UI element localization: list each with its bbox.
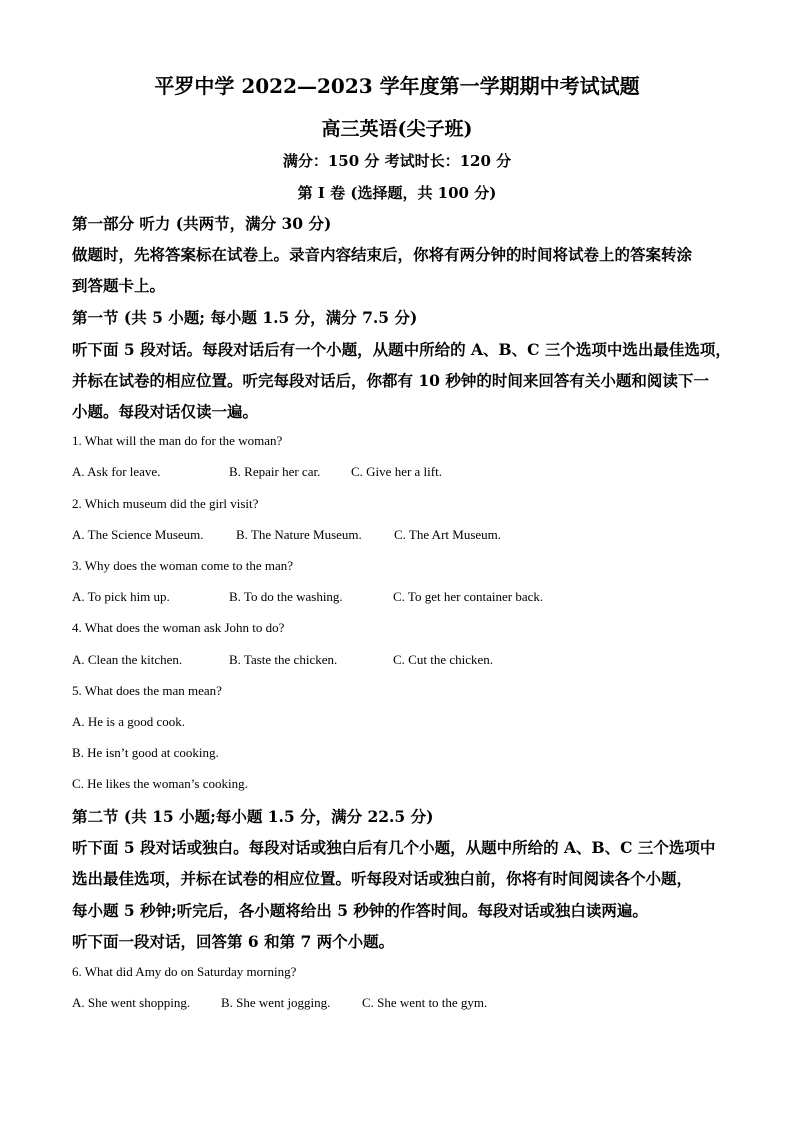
exam-subtitle: 高三英语(尖子班) — [321, 118, 473, 140]
option-b: B. She went jogging. — [221, 995, 331, 1010]
section2-instruction-line: 听下面 5 段对话或独白。每段对话或独白后有几个小题，从题中所给的 A、B、C 三个选项中 — [72, 838, 716, 857]
option-b: B. Repair her car. — [229, 464, 321, 479]
option-c: C. The Art Museum. — [394, 527, 502, 542]
option-c: C. Cut the chicken. — [393, 652, 494, 667]
question-stem: 2. Which museum did the girl visit? — [72, 496, 259, 511]
option-a: A. She went shopping. — [72, 995, 191, 1010]
option-c: C. He likes the woman’s cooking. — [72, 776, 248, 791]
option-c: C. Give her a lift. — [351, 464, 442, 479]
question-stem: 1. What will the man do for the woman? — [72, 433, 283, 448]
question-stem: 3. Why does the woman come to the man? — [72, 558, 294, 573]
option-b: B. He isn’t good at cooking. — [72, 745, 219, 760]
volume-heading: 第 I 卷 (选择题，共 100 分) — [297, 184, 497, 202]
section2-heading: 第二节 (共 15 小题;每小题 1.5 分，满分 22.5 分) — [72, 807, 434, 826]
section1-instruction-line: 小题。每段对话仅读一遍。 — [72, 402, 259, 421]
option-a: A. Clean the kitchen. — [72, 652, 183, 667]
option-b: B. The Nature Museum. — [236, 527, 362, 542]
part1-instruction-line: 做题时，先将答案标在试卷上。录音内容结束后，你将有两分钟的时间将试卷上的答案转涂 — [72, 245, 693, 264]
option-a: A. The Science Museum. — [72, 527, 204, 542]
section1-heading: 第一节 (共 5 小题; 每小题 1.5 分，满分 7.5 分) — [72, 308, 418, 327]
exam-title: 平罗中学 2022—2023 学年度第一学期期中考试试题 — [154, 74, 640, 98]
part1-instruction-line: 到答题卡上。 — [72, 276, 166, 295]
dialogue-intro: 听下面一段对话，回答第 6 和第 7 两个小题。 — [72, 932, 395, 951]
section1-instruction-line: 听下面 5 段对话。每段对话后有一个小题，从题中所给的 A、B、C 三个选项中选出最佳选项， — [72, 340, 731, 359]
section2-instruction-line: 每小题 5 秒钟;听完后，各小题将给出 5 秒钟的作答时间。每段对话或独白读两遍。 — [72, 901, 648, 920]
score-info: 满分：150 分 考试时长：120 分 — [282, 152, 512, 170]
option-c: C. She went to the gym. — [362, 995, 488, 1010]
option-a: A. To pick him up. — [72, 589, 170, 604]
option-c: C. To get her container back. — [393, 589, 544, 604]
question-stem: 4. What does the woman ask John to do? — [72, 620, 285, 635]
option-b: B. To do the washing. — [229, 589, 343, 604]
section2-instruction-line: 选出最佳选项，并标在试卷的相应位置。听每段对话或独白前，你将有时间阅读各个小题， — [72, 869, 693, 888]
part1-heading: 第一部分 听力 (共两节，满分 30 分) — [72, 214, 332, 233]
question-stem: 6. What did Amy do on Saturday morning? — [72, 964, 297, 979]
option-b: B. Taste the chicken. — [229, 652, 338, 667]
question-stem: 5. What does the man mean? — [72, 683, 222, 698]
section1-instruction-line: 并标在试卷的相应位置。听完每段对话后，你都有 10 秒钟的时间来回答有关小题和阅读下一 — [72, 371, 709, 390]
option-a: A. Ask for leave. — [72, 464, 161, 479]
option-a: A. He is a good cook. — [72, 714, 186, 729]
